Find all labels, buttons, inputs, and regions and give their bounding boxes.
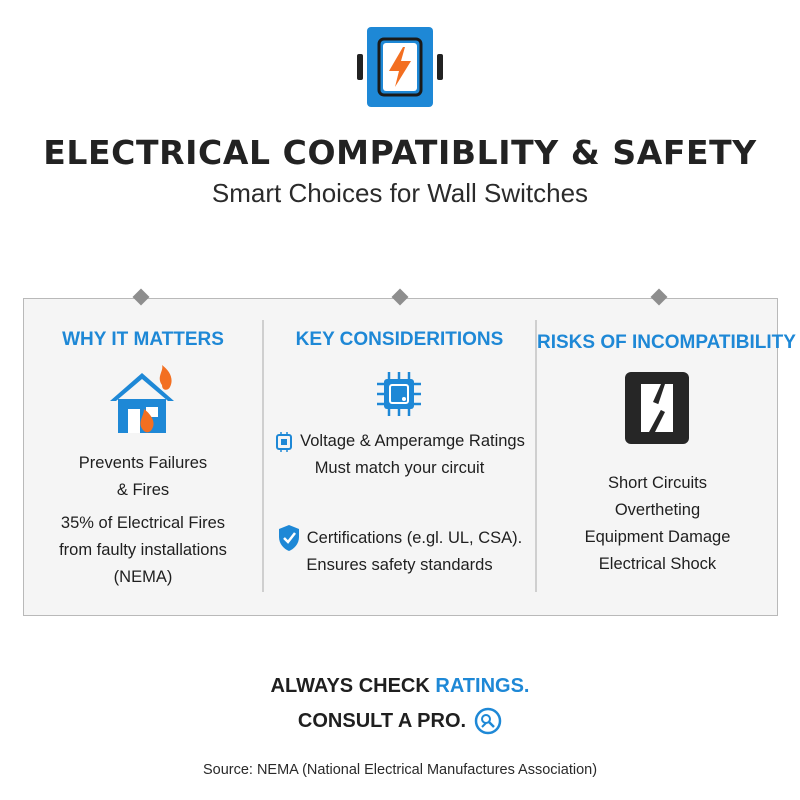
lightning-switch-icon (357, 27, 443, 107)
certifications-row (264, 524, 535, 552)
certifications-line-2: Ensures safety standards (306, 556, 493, 574)
prevents-line-2: & Fires (116, 481, 170, 499)
prevents-failures-text (24, 450, 262, 504)
certifications-text (264, 524, 535, 579)
prevents-line-1: Prevents Failures (78, 454, 208, 472)
stat-line-1: 35% of Electrical Fires (60, 514, 226, 532)
risks-list (537, 470, 778, 578)
small-chip-icon (274, 432, 294, 452)
voltage-line-2: Must match your circuit (314, 459, 485, 477)
broken-switch-icon (625, 372, 689, 444)
risk-item-3: Equipment Damage (584, 528, 731, 546)
cta-consult-pro (0, 707, 800, 735)
wrench-search-icon (474, 707, 502, 735)
chip-icon (377, 372, 421, 416)
shield-check-icon (277, 524, 301, 552)
certifications-line-1: Certifications (e.gl. UL, CSA). (306, 528, 523, 547)
voltage-row (264, 428, 535, 455)
risk-item-1: Short Circuits (607, 474, 708, 492)
fire-stat-text (24, 510, 262, 591)
house-fire-icon (104, 365, 180, 435)
cta-line1-prefix: ALWAYS CHECK (270, 675, 430, 697)
page-title: ELECTRICAL COMPATIBLITY & SAFETY (43, 133, 757, 172)
cta-check-ratings (0, 675, 800, 698)
risk-item-2: Overtheting (614, 501, 701, 519)
stat-line-3: (NEMA) (113, 568, 173, 586)
voltage-line-1: Voltage & Amperamge Ratings (300, 432, 525, 450)
voltage-rating-text (264, 428, 535, 482)
cta-line2-text: CONSULT A PRO. (297, 709, 467, 732)
risk-item-4: Electrical Shock (598, 555, 717, 573)
stat-line-2: from faulty installations (59, 541, 227, 559)
why-it-matters-title: WHY IT MATTERS (62, 329, 224, 350)
cta-line1-highlight: RATINGS. (435, 675, 530, 697)
key-considerations-title: KEY CONSIDERITIONS (295, 329, 504, 350)
risks-title: RISKS OF INCOMPATIBILITY (537, 332, 796, 353)
page-subtitle: Smart Choices for Wall Switches (211, 178, 589, 208)
source-citation: Source: NEMA (National Electrical Manufactures Association) (202, 762, 598, 778)
